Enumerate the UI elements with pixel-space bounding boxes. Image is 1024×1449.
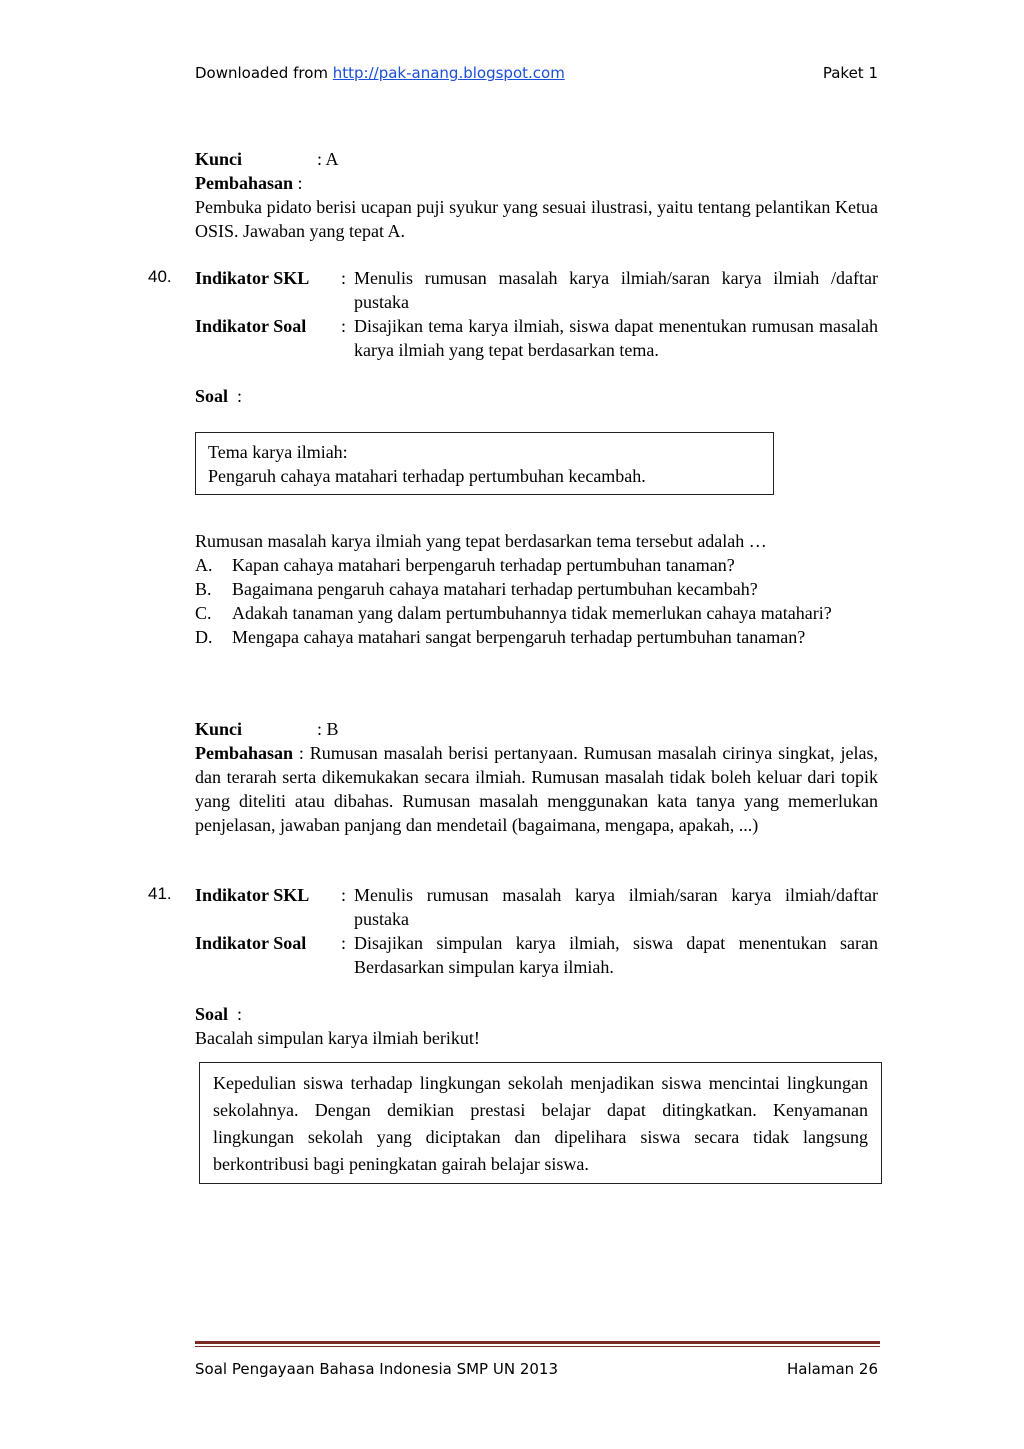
q40-option-d-letter: D. [195, 627, 213, 647]
q40-option-c-letter: C. [195, 603, 212, 623]
q41-instruction: Bacalah simpulan karya ilmiah berikut! [195, 1028, 480, 1048]
header-prefix: Downloaded from [195, 64, 333, 82]
q41-indicators [195, 883, 878, 979]
q40-soal-heading [195, 384, 878, 408]
q40-option-b-letter: B. [195, 579, 212, 599]
q41-conclusion-box [199, 1062, 882, 1184]
q40-kunci-value: : B [317, 719, 339, 739]
q41-soal-heading [195, 1002, 878, 1050]
q41-soal-label: Soal [195, 1004, 229, 1024]
q40-box-line2: Pengaruh cahaya matahari terhadap pertumbuhan kecambah. [208, 466, 646, 486]
q40-theme-box [195, 432, 774, 495]
q40-option-d[interactable] [195, 625, 878, 649]
q40-kunci-label: Kunci [195, 719, 243, 739]
prev-kunci-value: : A [317, 149, 339, 169]
q41-soal-colon: : [237, 1004, 243, 1024]
q40-option-c-text: Adakah tanaman yang dalam pertumbuhannya tidak memerlukan cahaya matahari? [232, 603, 832, 623]
q40-indicators [195, 266, 878, 362]
prev-answer-section [195, 147, 878, 243]
page-header [195, 64, 878, 82]
q40-option-a-text: Kapan cahaya matahari berpengaruh terhadap pertumbuhan tanaman? [232, 555, 735, 575]
q41-soal-ind-row [195, 931, 878, 979]
footer-rule-thick [195, 1341, 880, 1344]
q40-pembahasan-label: Pembahasan [195, 743, 294, 763]
q40-box-line1: Tema karya ilmiah: [208, 442, 348, 462]
prev-pembahasan-text: Pembuka pidato berisi ucapan puji syukur yang sesuai ilustrasi, yaitu tentang pelantikan Ketua OSIS. Jawaban yang tepat A. [195, 197, 878, 241]
q41-skl-text: Menulis rumusan masalah karya ilmiah/saran karya ilmiah/daftar pustaka [354, 885, 878, 929]
q40-option-c[interactable] [195, 601, 878, 625]
footer-title: Soal Pengayaan Bahasa Indonesia SMP UN 2013 [195, 1360, 559, 1378]
q40-option-a-letter: A. [195, 555, 213, 575]
q40-option-a[interactable] [195, 553, 878, 577]
q41-box-text: Kepedulian siswa terhadap lingkungan sekolah menjadikan siswa mencintai lingkungan sekolahnya. Dengan demikian prestasi belajar dapat ditingkatkan. Kenyamanan lingkungan sekolah yang diciptakan dan dipelihara siswa secara tidak langsung berkontribusi bagi peningkatan gairah belajar siswa. [213, 1073, 868, 1174]
q40-soal-colon: : [237, 386, 243, 406]
q41-soal-ind-colon: : [341, 933, 347, 953]
q40-skl-colon: : [341, 268, 347, 288]
q41-skl-colon: : [341, 885, 347, 905]
q40-soal-ind-label: Indikator Soal [195, 316, 307, 336]
prev-pembahasan-colon: : [297, 173, 303, 193]
source-link[interactable]: http://pak-anang.blogspot.com [332, 64, 565, 82]
q41-soal-ind-text: Disajikan simpulan karya ilmiah, siswa dapat menentukan saran Berdasarkan simpulan karya ilmiah. [354, 933, 878, 977]
q40-soal-ind-colon: : [341, 316, 347, 336]
question-number-40: 40. [148, 267, 172, 286]
q41-skl-label: Indikator SKL [195, 885, 310, 905]
page-footer [195, 1360, 878, 1378]
page-number: Halaman 26 [787, 1360, 878, 1378]
q40-question-text: Rumusan masalah karya ilmiah yang tepat berdasarkan tema tersebut adalah … [195, 531, 767, 551]
q40-soal-ind-row [195, 314, 878, 362]
q40-option-b[interactable] [195, 577, 878, 601]
q40-skl-row [195, 266, 878, 314]
q40-skl-label: Indikator SKL [195, 268, 310, 288]
q41-skl-row [195, 883, 878, 931]
packet-label: Paket 1 [822, 64, 878, 82]
prev-pembahasan-label: Pembahasan [195, 173, 294, 193]
q40-option-d-text: Mengapa cahaya matahari sangat berpengaruh terhadap pertumbuhan tanaman? [232, 627, 806, 647]
q40-soal-ind-text: Disajikan tema karya ilmiah, siswa dapat menentukan rumusan masalah karya ilmiah yang tepat berdasarkan tema. [354, 316, 878, 360]
q40-option-b-text: Bagaimana pengaruh cahaya matahari terhadap pertumbuhan kecambah? [232, 579, 758, 599]
q41-soal-ind-label: Indikator Soal [195, 933, 307, 953]
prev-kunci-label: Kunci [195, 149, 243, 169]
q40-skl-text: Menulis rumusan masalah karya ilmiah/saran karya ilmiah /daftar pustaka [354, 268, 878, 312]
footer-rule-thin [195, 1346, 880, 1347]
q40-answer-section [195, 717, 878, 837]
question-number-41: 41. [148, 884, 172, 903]
q40-pembahasan-text: : Rumusan masalah berisi pertanyaan. Rumusan masalah cirinya singkat, jelas, dan terarah serta dikemukakan secara ilmiah. Rumusan masalah tidak boleh keluar dari topik yang diteliti atau dibahas. Rumusan masalah menggunakan kata tanya yang memerlukan penjelasan, jawaban panjang dan mendetail (bagaimana, mengapa, apakah, ...) [195, 743, 879, 835]
q40-question-block [195, 529, 878, 649]
q40-soal-label: Soal [195, 386, 229, 406]
